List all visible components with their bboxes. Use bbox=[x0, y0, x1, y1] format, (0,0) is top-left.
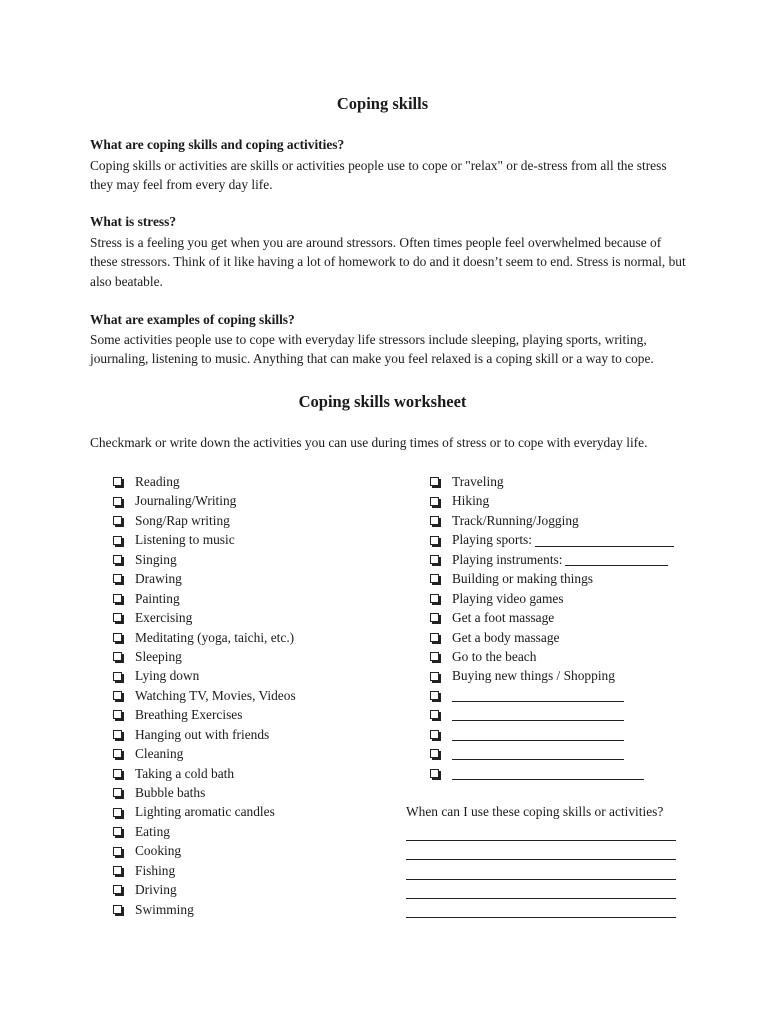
checkbox-icon[interactable] bbox=[113, 730, 122, 739]
checklist-item-label: Breathing Exercises bbox=[135, 707, 243, 723]
blank-checklist-item[interactable] bbox=[430, 725, 674, 744]
checkbox-icon[interactable] bbox=[113, 847, 122, 856]
checklist-item[interactable] bbox=[113, 880, 296, 899]
answer-line[interactable] bbox=[406, 841, 676, 860]
checklist-item-label: Hiking bbox=[452, 493, 490, 509]
answer-line[interactable] bbox=[406, 821, 676, 840]
checklist-item[interactable] bbox=[113, 511, 296, 530]
right-checklist bbox=[430, 472, 674, 783]
checkbox-icon[interactable] bbox=[430, 691, 439, 700]
write-in-blank[interactable] bbox=[452, 689, 624, 702]
checkbox-icon[interactable] bbox=[113, 672, 122, 681]
checklist-item[interactable] bbox=[113, 764, 296, 783]
checklist-item-label: Go to the beach bbox=[452, 648, 537, 664]
checklist-item[interactable] bbox=[113, 725, 296, 744]
write-in-blank[interactable] bbox=[535, 534, 674, 547]
blank-checklist-item[interactable] bbox=[430, 764, 674, 783]
section-text-coping-skills: Coping skills or activities are skills or activities people use to cope or "relax" or de-stress from all the stress they may feel from every day life. bbox=[90, 158, 667, 193]
checkbox-icon[interactable] bbox=[430, 555, 439, 564]
checkbox-icon[interactable] bbox=[113, 477, 122, 486]
checklist-item-label: Singing bbox=[135, 551, 177, 567]
checkbox-icon[interactable] bbox=[430, 652, 439, 661]
checklist-item[interactable] bbox=[113, 802, 296, 821]
checkbox-icon[interactable] bbox=[113, 633, 122, 642]
section-text-stress: Stress is a feeling you get when you are around stressors. Often times people feel overwhelmed because of these stressors. Think of it like having a lot of homework to do and it doesn’t seem to end. Stress is normal, but also beatable. bbox=[90, 235, 686, 289]
write-in-blank[interactable] bbox=[452, 708, 624, 721]
checklist-item[interactable] bbox=[113, 705, 296, 724]
checklist-item[interactable] bbox=[430, 647, 674, 666]
checklist-item-label: Lying down bbox=[135, 668, 200, 684]
checkbox-icon[interactable] bbox=[113, 769, 122, 778]
checklist-item[interactable] bbox=[430, 472, 674, 491]
checkbox-icon[interactable] bbox=[113, 885, 122, 894]
blank-checklist-item[interactable] bbox=[430, 744, 674, 763]
checklist-item-label: Track/Running/Jogging bbox=[452, 512, 579, 528]
checkbox-icon[interactable] bbox=[430, 516, 439, 525]
checklist-item[interactable] bbox=[113, 744, 296, 763]
checkbox-icon[interactable] bbox=[113, 516, 122, 525]
write-in-blank[interactable] bbox=[452, 747, 624, 760]
checkbox-icon[interactable] bbox=[113, 691, 122, 700]
checklist-item-label: Get a foot massage bbox=[452, 610, 555, 626]
checklist-item[interactable] bbox=[430, 491, 674, 510]
checkbox-icon[interactable] bbox=[113, 497, 122, 506]
checklist-item-label: Swimming bbox=[135, 901, 194, 917]
checklist-item[interactable] bbox=[113, 686, 296, 705]
checkbox-icon[interactable] bbox=[430, 574, 439, 583]
checklist-item[interactable] bbox=[113, 861, 296, 880]
checklist-item[interactable] bbox=[430, 530, 674, 549]
checklist-item[interactable] bbox=[113, 589, 296, 608]
answer-line[interactable] bbox=[406, 899, 676, 918]
checklist-item[interactable] bbox=[430, 608, 674, 627]
checklist-item[interactable] bbox=[113, 822, 296, 841]
checklist-item-label: Eating bbox=[135, 823, 170, 839]
checkbox-icon[interactable] bbox=[113, 555, 122, 564]
checkbox-icon[interactable] bbox=[113, 749, 122, 758]
section-heading-examples: What are examples of coping skills? bbox=[90, 312, 295, 327]
checklist-item[interactable] bbox=[113, 628, 296, 647]
checklist-item[interactable] bbox=[113, 491, 296, 510]
checklist-item-label: Reading bbox=[135, 474, 180, 489]
checklist-item-label: Watching TV, Movies, Videos bbox=[135, 687, 296, 703]
checklist-item-label: Exercising bbox=[135, 610, 193, 626]
checkbox-icon[interactable] bbox=[113, 594, 122, 603]
checkbox-icon[interactable] bbox=[430, 672, 439, 681]
checkbox-icon[interactable] bbox=[430, 633, 439, 642]
checklist-item[interactable] bbox=[113, 608, 296, 627]
checklist-item-label: Get a body massage bbox=[452, 629, 560, 645]
checklist-item-label: Cooking bbox=[135, 843, 182, 859]
checkbox-icon[interactable] bbox=[430, 613, 439, 622]
checkbox-icon[interactable] bbox=[113, 574, 122, 583]
checklist-item-label: Bubble baths bbox=[135, 785, 206, 800]
checklist-item-label: Taking a cold bath bbox=[135, 765, 235, 781]
section-text-examples: Some activities people use to cope with everyday life stressors include sleeping, playing sports, writing, journaling, listening to music. Anything that can make you feel relaxed is a coping skill or a way to cope. bbox=[90, 332, 654, 367]
checklist-item-label: Hanging out with friends bbox=[135, 726, 270, 742]
write-in-blank[interactable] bbox=[452, 728, 624, 741]
checkbox-icon[interactable] bbox=[113, 808, 122, 817]
checkbox-icon[interactable] bbox=[113, 905, 122, 914]
checkbox-icon[interactable] bbox=[430, 497, 439, 506]
checklist-item[interactable] bbox=[430, 628, 674, 647]
when-question: When can I use these coping skills or activities? bbox=[406, 804, 664, 819]
answer-line[interactable] bbox=[406, 880, 676, 899]
checklist-item-label: Listening to music bbox=[135, 532, 235, 548]
checklist-item[interactable] bbox=[113, 569, 296, 588]
checklist-item[interactable] bbox=[113, 900, 296, 919]
blank-checklist-item[interactable] bbox=[430, 686, 674, 705]
checklist-item-label: Fishing bbox=[135, 862, 176, 878]
page-title: Coping skills bbox=[336, 94, 429, 113]
checkbox-icon[interactable] bbox=[430, 594, 439, 603]
checklist-item[interactable] bbox=[113, 783, 296, 802]
checklist-item-label: Driving bbox=[135, 882, 177, 898]
checklist-item[interactable] bbox=[430, 550, 674, 569]
answer-line[interactable] bbox=[406, 860, 676, 879]
checkbox-icon[interactable] bbox=[113, 652, 122, 661]
write-in-blank[interactable] bbox=[565, 553, 668, 566]
checkbox-icon[interactable] bbox=[113, 788, 122, 797]
checklist-item-label: Buying new things / Shopping bbox=[452, 668, 615, 684]
left-checklist bbox=[113, 472, 296, 919]
checklist-item-label: Traveling bbox=[452, 474, 504, 489]
checklist-item-label: Sleeping bbox=[135, 648, 182, 664]
checklist-item[interactable] bbox=[113, 472, 296, 491]
checklist-item[interactable] bbox=[430, 569, 674, 588]
worksheet-instruction: Checkmark or write down the activities you can use during times of stress or to cope with everyday life. bbox=[90, 435, 648, 450]
checklist-item[interactable] bbox=[430, 589, 674, 608]
checklist-item[interactable] bbox=[113, 647, 296, 666]
write-in-blank[interactable] bbox=[452, 767, 644, 780]
checklist-item[interactable] bbox=[113, 841, 296, 860]
checklist-item-label: Building or making things bbox=[452, 571, 593, 587]
checklist-item-label: Playing sports: bbox=[452, 532, 532, 548]
checklist-item-label: Journaling/Writing bbox=[135, 493, 237, 509]
checklist-item[interactable] bbox=[430, 511, 674, 530]
blank-checklist-item[interactable] bbox=[430, 705, 674, 724]
checklist-item-label: Lighting aromatic candles bbox=[135, 804, 275, 820]
checklist-item[interactable] bbox=[113, 530, 296, 549]
checklist-item[interactable] bbox=[113, 666, 296, 685]
checkbox-icon[interactable] bbox=[430, 536, 439, 545]
checklist-item-label: Cleaning bbox=[135, 746, 184, 762]
section-heading-coping-skills: What are coping skills and coping activities? bbox=[90, 137, 345, 152]
checklist-item-label: Meditating (yoga, taichi, etc.) bbox=[135, 629, 295, 645]
checkbox-icon[interactable] bbox=[430, 769, 439, 778]
worksheet-title: Coping skills worksheet bbox=[298, 392, 467, 411]
checklist-item-label: Song/Rap writing bbox=[135, 512, 230, 528]
section-heading-stress: What is stress? bbox=[90, 214, 177, 229]
checkbox-icon[interactable] bbox=[430, 730, 439, 739]
checklist-item[interactable] bbox=[430, 666, 674, 685]
checkbox-icon[interactable] bbox=[430, 749, 439, 758]
checkbox-icon[interactable] bbox=[113, 827, 122, 836]
checkbox-icon[interactable] bbox=[113, 710, 122, 719]
checklist-item-label: Drawing bbox=[135, 571, 182, 587]
checklist-item-label: Playing video games bbox=[452, 590, 564, 606]
checkbox-icon[interactable] bbox=[430, 477, 439, 486]
checkbox-icon[interactable] bbox=[113, 866, 122, 875]
checklist-item-label: Painting bbox=[135, 590, 180, 606]
checkbox-icon[interactable] bbox=[113, 536, 122, 545]
checklist-item-label: Playing instruments: bbox=[452, 551, 563, 567]
when-section bbox=[406, 802, 676, 918]
checkbox-icon[interactable] bbox=[113, 613, 122, 622]
checkbox-icon[interactable] bbox=[430, 710, 439, 719]
checklist-item[interactable] bbox=[113, 550, 296, 569]
